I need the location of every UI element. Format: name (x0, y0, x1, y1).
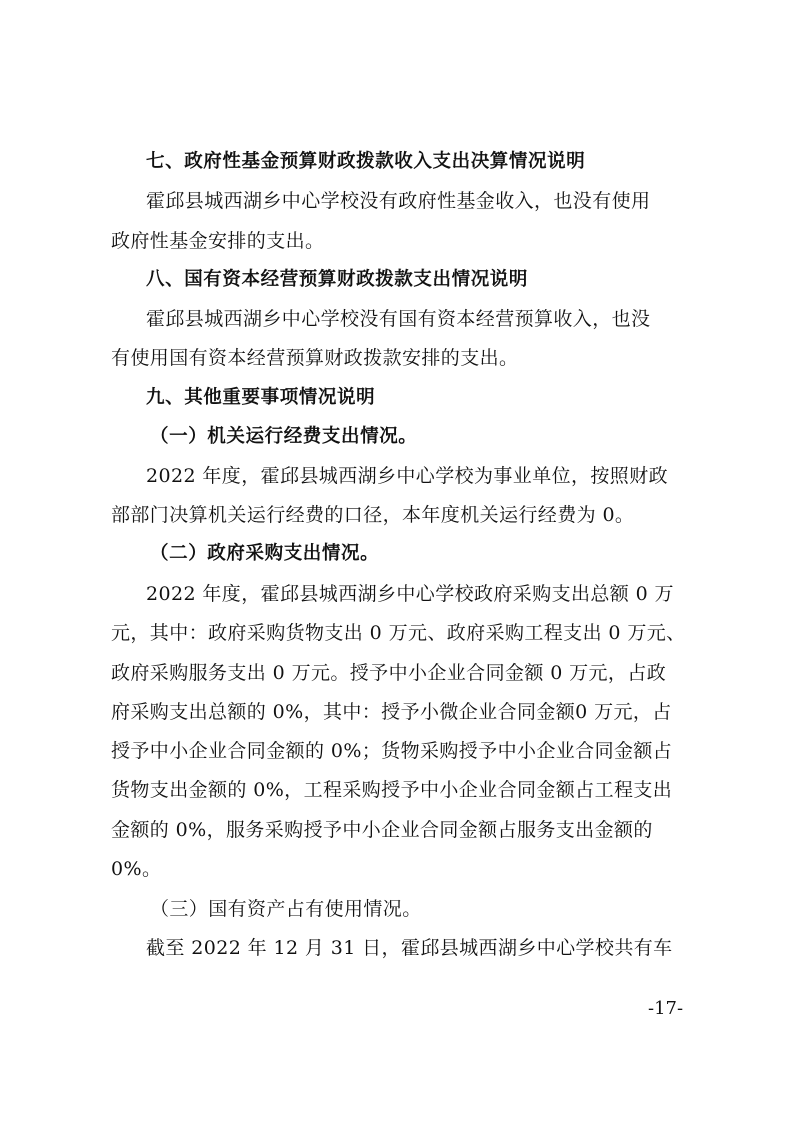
subsection-2-line-3: 政府采购服务支出 0 万元。授予中小企业合同金额 0 万元，占政 (111, 662, 667, 684)
section-7-paragraph-line-2: 政府性基金安排的支出。 (111, 230, 325, 252)
page-number: -17- (648, 998, 684, 1019)
subsection-2-heading: （二）政府采购支出情况。 (150, 543, 380, 564)
subsection-2-line-7: 金额的 0%，服务采购授予中小企业合同金额占服务支出金额的 (111, 819, 653, 841)
subsection-1-line-2: 部部门决算机关运行经费的口径，本年度机关运行经费为 0。 (111, 504, 635, 526)
section-8-heading: 八、国有资本经营预算财政拨款支出情况说明 (146, 269, 529, 290)
section-7-paragraph-line-1: 霍邱县城西湖乡中心学校没有政府性基金收入，也没有使用 (146, 190, 651, 212)
section-7-heading: 七、政府性基金预算财政拨款收入支出决算情况说明 (146, 151, 586, 172)
subsection-2-line-6: 货物支出金额的 0%，工程采购授予中小企业合同金额占工程支出 (111, 779, 673, 801)
subsection-2-line-4: 府采购支出总额的 0%，其中：授予小微企业合同金额0 万元，占 (111, 701, 672, 723)
subsection-1-heading: （一）机关运行经费支出情况。 (150, 426, 418, 447)
subsection-3-line-1: 截至 2022 年 12 月 31 日，霍邱县城西湖乡中心学校共有车 (146, 937, 673, 959)
subsection-2-line-2: 元，其中：政府采购货物支出 0 万元、政府采购工程支出 0 万元、 (111, 622, 686, 644)
section-8-paragraph-line-2: 有使用国有资本经营预算财政拨款安排的支出。 (111, 347, 519, 369)
subsection-2-line-1: 2022 年度，霍邱县城西湖乡中心学校政府采购支出总额 0 万 (146, 583, 674, 605)
subsection-3-heading: （三）国有资产占有使用情况。 (150, 898, 422, 920)
section-9-heading: 九、其他重要事项情况说明 (146, 387, 376, 408)
section-8-paragraph-line-1: 霍邱县城西湖乡中心学校没有国有资本经营预算收入，也没 (146, 308, 651, 330)
subsection-2-line-5: 授予中小企业合同金额的 0%；货物采购授予中小企业合同金额占 (111, 740, 673, 762)
subsection-1-line-1: 2022 年度，霍邱县城西湖乡中心学校为事业单位，按照财政 (146, 465, 668, 487)
subsection-2-line-8: 0%。 (111, 858, 162, 880)
